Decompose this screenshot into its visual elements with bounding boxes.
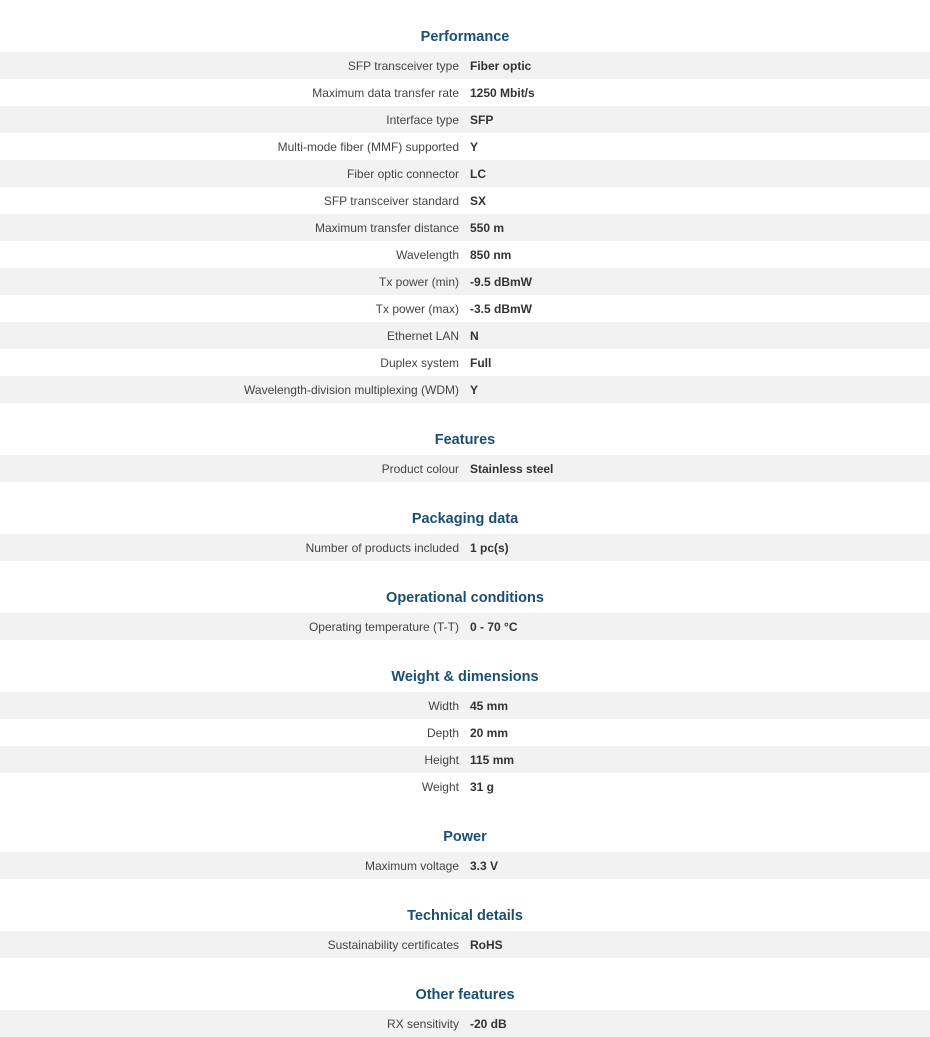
spec-label: RX sensitivity (386, 1016, 459, 1031)
section-heading: Features (434, 432, 496, 448)
section-heading: Technical details (407, 908, 523, 924)
spec-label: Tx power (min) (378, 274, 459, 289)
spec-row (0, 376, 930, 403)
spec-label: Maximum transfer distance (314, 220, 459, 235)
spec-label: Operating temperature (T-T) (308, 619, 459, 634)
spec-row (0, 931, 930, 958)
spec-value: 0 - 70 °C (470, 619, 518, 634)
spec-label: Ethernet LAN (386, 328, 459, 343)
section-spacer (0, 879, 930, 903)
spec-value: -9.5 dBmW (470, 274, 533, 289)
spec-row (0, 852, 930, 879)
spec-row (0, 746, 930, 773)
section-heading: Other features (415, 987, 515, 1003)
spec-row (0, 455, 930, 482)
section-spacer (0, 403, 930, 427)
section-heading: Weight & dimensions (391, 669, 539, 685)
spec-row (0, 692, 930, 719)
section-spacer (0, 800, 930, 824)
section-heading: Power (443, 829, 487, 845)
spec-label: Maximum data transfer rate (312, 85, 459, 100)
spec-row (0, 719, 930, 746)
section-spacer (0, 958, 930, 982)
spec-label: Interface type (386, 112, 459, 127)
spec-row (0, 241, 930, 268)
spec-value: 31 g (470, 779, 495, 794)
spec-value: Full (470, 355, 492, 370)
spec-row (0, 106, 930, 133)
spec-label: Height (424, 752, 459, 767)
spec-row (0, 160, 930, 187)
spec-label: Wavelength (396, 247, 459, 262)
spec-label: Maximum voltage (364, 858, 459, 873)
spec-row (0, 773, 930, 800)
spec-row (0, 268, 930, 295)
spec-label: Width (428, 698, 459, 713)
spec-label: SFP transceiver type (347, 58, 459, 73)
spec-label: Duplex system (380, 355, 459, 370)
section-heading: Operational conditions (386, 590, 544, 606)
spec-row (0, 322, 930, 349)
spec-label: Multi-mode fiber (MMF) supported (277, 139, 459, 154)
spec-value: 45 mm (470, 698, 509, 713)
spec-value: Fiber optic (470, 58, 532, 73)
spec-value: -3.5 dBmW (470, 301, 533, 316)
spec-label: Weight (421, 779, 459, 794)
spec-label: SFP transceiver standard (323, 193, 459, 208)
spec-value: RoHS (470, 937, 503, 952)
spec-value: 1 pc(s) (470, 540, 509, 555)
spec-row (0, 79, 930, 106)
section-spacer (0, 561, 930, 585)
spec-value: LC (470, 166, 486, 181)
spec-row (0, 187, 930, 214)
spec-row (0, 349, 930, 376)
spec-row (0, 534, 930, 561)
spec-label: Wavelength-division multiplexing (WDM) (244, 382, 459, 397)
spec-value: 850 nm (470, 247, 512, 262)
spec-value: N (470, 328, 479, 343)
spec-value: 20 mm (470, 725, 509, 740)
spec-row (0, 613, 930, 640)
spec-row (0, 214, 930, 241)
spec-value: Y (470, 139, 479, 154)
spec-value: 550 m (470, 220, 505, 235)
spec-row (0, 1010, 930, 1037)
section-heading: Performance (420, 29, 510, 45)
spec-label: Number of products included (305, 540, 459, 555)
spec-value: 3.3 V (470, 858, 499, 873)
spec-row (0, 133, 930, 160)
spec-label: Tx power (max) (375, 301, 459, 316)
spec-label: Depth (426, 725, 459, 740)
spec-label: Product colour (381, 461, 459, 476)
spec-value: 1250 Mbit/s (470, 85, 535, 100)
spec-value: Y (470, 382, 479, 397)
section-spacer (0, 482, 930, 506)
section-heading: Packaging data (411, 511, 519, 527)
section-spacer (0, 640, 930, 664)
spec-label: Sustainability certificates (327, 937, 459, 952)
spec-value: -20 dB (470, 1016, 507, 1031)
spec-label: Fiber optic connector (346, 166, 459, 181)
spec-row (0, 52, 930, 79)
spec-value: Stainless steel (470, 461, 554, 476)
spec-row (0, 295, 930, 322)
spec-value: 115 mm (470, 752, 515, 767)
spec-value: SX (470, 193, 487, 208)
spec-value: SFP (470, 112, 494, 127)
